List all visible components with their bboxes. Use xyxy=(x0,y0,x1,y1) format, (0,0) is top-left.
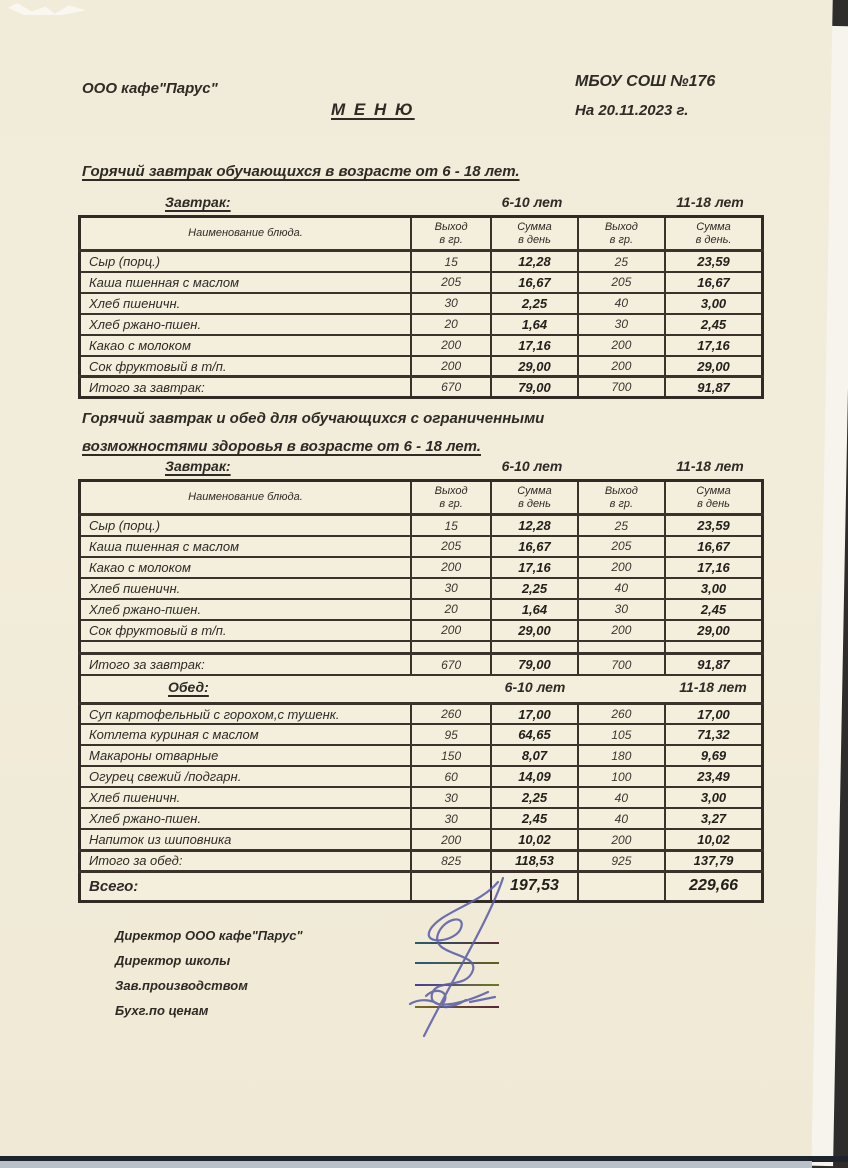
age-group-label: 6-10 лет xyxy=(501,194,563,210)
price-cell: 8,07 xyxy=(491,745,577,766)
table-row xyxy=(80,578,763,599)
price-cell: 29,00 xyxy=(491,620,577,641)
age-group-label: 11-18 лет xyxy=(679,678,747,695)
dish-name-cell: Хлеб пшеничн. xyxy=(80,293,411,314)
portion-cell: 15 xyxy=(411,251,491,272)
section2-heading-line1: Горячий завтрак и обед для обучающихся с ограниченными xyxy=(82,410,545,427)
portion-cell: 200 xyxy=(578,829,665,850)
portion-cell: 200 xyxy=(411,829,491,850)
table-row xyxy=(80,787,763,808)
portion-cell: 260 xyxy=(411,703,491,724)
price-cell: 14,09 xyxy=(491,766,577,787)
portion-cell: 40 xyxy=(578,808,665,829)
price-cell: 17,00 xyxy=(491,703,577,724)
price-cell: 3,00 xyxy=(665,293,762,314)
table-row xyxy=(80,703,763,724)
portion-cell: 925 xyxy=(578,850,665,871)
price-cell: 23,59 xyxy=(665,251,762,272)
table-row xyxy=(80,557,763,578)
portion-cell: 200 xyxy=(411,356,491,377)
portion-cell: 40 xyxy=(578,578,665,599)
portion-cell: 200 xyxy=(578,620,665,641)
dish-name-cell: Суп картофельный с горохом,с тушенк. xyxy=(80,703,411,724)
lunch-caption-cell xyxy=(80,675,763,704)
price-cell: 91,87 xyxy=(665,377,762,398)
portion-cell: 200 xyxy=(411,557,491,578)
price-cell: 197,53 xyxy=(491,871,577,901)
empty-cell xyxy=(665,641,762,654)
portion-cell: 100 xyxy=(578,766,665,787)
portion-cell: 200 xyxy=(578,557,665,578)
column-header-line: Выход xyxy=(604,485,638,497)
portion-cell: 95 xyxy=(411,724,491,745)
table-row xyxy=(80,293,763,314)
dish-name-cell: Котлета куриная с маслом xyxy=(80,724,411,745)
price-cell: 2,45 xyxy=(665,314,762,335)
empty-cell xyxy=(578,641,665,654)
document-date: На 20.11.2023 г. xyxy=(575,102,689,119)
price-cell: 16,67 xyxy=(491,536,577,557)
portion-cell: 60 xyxy=(411,766,491,787)
table-row xyxy=(80,724,763,745)
price-cell: 91,87 xyxy=(665,654,762,675)
price-cell: 3,27 xyxy=(665,808,762,829)
dish-name-cell: Сок фруктовый в т/п. xyxy=(80,356,411,377)
price-cell: 118,53 xyxy=(491,850,577,871)
portion-cell: 30 xyxy=(411,808,491,829)
portion-cell: 200 xyxy=(578,335,665,356)
portion-cell: 30 xyxy=(578,599,665,620)
portion-cell: 40 xyxy=(578,293,665,314)
price-cell: 16,67 xyxy=(665,272,762,293)
column-header-line: в гр. xyxy=(439,233,463,246)
price-cell: 10,02 xyxy=(665,829,762,850)
price-cell: 12,28 xyxy=(491,251,577,272)
price-cell: 2,25 xyxy=(491,578,577,599)
price-cell: 2,45 xyxy=(665,599,762,620)
dish-name-cell: Сок фруктовый в т/п. xyxy=(80,620,411,641)
total-label-cell: Итого за завтрак: xyxy=(80,377,411,398)
table-row xyxy=(80,599,763,620)
column-header-line: в день. xyxy=(695,233,732,246)
table-row xyxy=(80,808,763,829)
total-label-cell: Всего: xyxy=(80,871,411,901)
price-cell: 79,00 xyxy=(491,654,577,675)
organization-name: ООО кафе"Парус" xyxy=(82,80,218,97)
signatory-title: Директор школы xyxy=(115,953,231,968)
column-header-line: Выход xyxy=(434,485,468,497)
column-header: Наименование блюда. xyxy=(80,217,411,251)
table2-caption xyxy=(78,458,764,478)
portion-cell: 700 xyxy=(578,654,665,675)
price-cell: 79,00 xyxy=(491,377,577,398)
price-cell: 229,66 xyxy=(665,871,762,901)
dish-name-cell: Каша пшенная с маслом xyxy=(80,536,411,557)
portion-cell: 700 xyxy=(578,377,665,398)
column-header: Наименование блюда. xyxy=(80,481,411,515)
dish-name-cell: Хлеб ржано-пшен. xyxy=(80,808,411,829)
column-header-line: Сумма xyxy=(517,221,552,233)
portion-cell: 25 xyxy=(578,251,665,272)
price-cell: 16,67 xyxy=(491,272,577,293)
empty-cell xyxy=(491,641,577,654)
portion-cell: 105 xyxy=(578,724,665,745)
signatory-title: Зав.производством xyxy=(115,978,248,993)
portion-cell: 40 xyxy=(578,787,665,808)
dish-name-cell: Напиток из шиповника xyxy=(80,829,411,850)
column-header xyxy=(491,217,577,251)
dish-name-cell: Какао с молоком xyxy=(80,335,411,356)
total-row xyxy=(80,377,763,398)
empty-cell xyxy=(411,641,491,654)
price-cell: 29,00 xyxy=(665,620,762,641)
dish-name-cell: Хлеб пшеничн. xyxy=(80,787,411,808)
empty-row xyxy=(80,641,763,654)
dish-name-cell: Каша пшенная с маслом xyxy=(80,272,411,293)
price-cell: 17,16 xyxy=(665,557,762,578)
price-cell: 12,28 xyxy=(491,515,577,536)
table-row xyxy=(80,272,763,293)
portion-cell: 150 xyxy=(411,745,491,766)
dish-name-cell: Сыр (порц.) xyxy=(80,251,411,272)
column-header xyxy=(411,481,491,515)
price-cell: 29,00 xyxy=(491,356,577,377)
meal-label: Завтрак: xyxy=(165,458,231,474)
column-header-line: в день xyxy=(518,497,551,510)
table-row xyxy=(80,766,763,787)
column-header xyxy=(665,481,762,515)
table-row xyxy=(80,515,763,536)
price-cell: 1,64 xyxy=(491,314,577,335)
age-group-label: 11-18 лет xyxy=(676,458,744,474)
price-cell: 2,25 xyxy=(491,293,577,314)
table-header-row xyxy=(80,481,763,515)
column-header-line: в гр. xyxy=(439,497,463,510)
signatory-title: Директор ООО кафе"Парус" xyxy=(115,928,303,943)
table-row xyxy=(80,335,763,356)
dish-name-cell: Хлеб пшеничн. xyxy=(80,578,411,599)
table-row xyxy=(80,536,763,557)
price-cell: 3,00 xyxy=(665,787,762,808)
column-header-line: Сумма xyxy=(696,221,731,233)
portion-cell: 20 xyxy=(411,314,491,335)
dish-name-cell: Хлеб ржано-пшен. xyxy=(80,599,411,620)
dish-name-cell: Какао с молоком xyxy=(80,557,411,578)
column-header-line: в день xyxy=(697,497,730,510)
total-label-cell: Итого за завтрак: xyxy=(80,654,411,675)
column-header-line: в день xyxy=(518,233,551,246)
price-cell: 3,00 xyxy=(665,578,762,599)
age-group-label: 11-18 лет xyxy=(676,194,744,210)
school-name: МБОУ СОШ №176 xyxy=(575,73,716,90)
price-cell: 2,25 xyxy=(491,787,577,808)
price-cell: 17,16 xyxy=(491,557,577,578)
ovz-breakfast-lunch-table xyxy=(78,479,764,903)
signature-ink xyxy=(340,876,580,1046)
column-header-line: Сумма xyxy=(517,485,552,497)
portion-cell: 180 xyxy=(578,745,665,766)
age-group-label: 6-10 лет xyxy=(501,458,563,474)
portion-cell: 15 xyxy=(411,515,491,536)
price-cell: 23,59 xyxy=(665,515,762,536)
portion-cell: 670 xyxy=(411,377,491,398)
portion-cell: 205 xyxy=(411,536,491,557)
price-cell: 64,65 xyxy=(491,724,577,745)
dish-name-cell: Хлеб ржано-пшен. xyxy=(80,314,411,335)
dish-name-cell: Сыр (порц.) xyxy=(80,515,411,536)
table-row xyxy=(80,251,763,272)
total-row xyxy=(80,850,763,871)
table-header-row xyxy=(80,217,763,251)
portion-cell: 205 xyxy=(578,536,665,557)
portion-cell: 825 xyxy=(411,850,491,871)
paper-bottom-edge xyxy=(0,1161,812,1168)
column-header-line: в гр. xyxy=(609,497,634,510)
price-cell: 17,16 xyxy=(491,335,577,356)
table-row xyxy=(80,314,763,335)
portion-cell: 260 xyxy=(578,703,665,724)
table-row xyxy=(80,356,763,377)
price-cell: 2,45 xyxy=(491,808,577,829)
portion-cell: 200 xyxy=(411,335,491,356)
portion-cell: 670 xyxy=(411,654,491,675)
column-header xyxy=(411,217,491,251)
portion-cell: 205 xyxy=(578,272,665,293)
portion-cell: 200 xyxy=(578,356,665,377)
portion-cell: 200 xyxy=(411,620,491,641)
portion-cell: 20 xyxy=(411,599,491,620)
price-cell: 23,49 xyxy=(665,766,762,787)
price-cell: 29,00 xyxy=(665,356,762,377)
column-header-line: Сумма xyxy=(696,485,731,497)
meal-label: Обед: xyxy=(168,678,209,695)
column-header-line: Выход xyxy=(604,221,638,233)
table-row xyxy=(80,745,763,766)
portion-cell: 30 xyxy=(411,787,491,808)
column-header xyxy=(491,481,577,515)
lunch-caption-row xyxy=(80,675,763,704)
portion-cell: 30 xyxy=(578,314,665,335)
breakfast-table xyxy=(78,215,764,399)
column-header-line: Выход xyxy=(434,221,468,233)
empty-cell xyxy=(578,871,665,901)
price-cell: 71,32 xyxy=(665,724,762,745)
total-row xyxy=(80,654,763,675)
dish-name-cell: Макароны отварные xyxy=(80,745,411,766)
price-cell: 1,64 xyxy=(491,599,577,620)
portion-cell: 30 xyxy=(411,293,491,314)
column-header xyxy=(665,217,762,251)
portion-cell: 25 xyxy=(578,515,665,536)
price-cell: 10,02 xyxy=(491,829,577,850)
section2-heading-line2: возможностями здоровья в возрасте от 6 - 18 лет. xyxy=(82,438,481,455)
portion-cell: 205 xyxy=(411,272,491,293)
empty-cell xyxy=(80,641,411,654)
price-cell: 9,69 xyxy=(665,745,762,766)
portion-cell: 30 xyxy=(411,578,491,599)
table-row xyxy=(80,620,763,641)
price-cell: 17,00 xyxy=(665,703,762,724)
section1-heading: Горячий завтрак обучающихся в возрасте от 6 - 18 лет. xyxy=(82,163,520,180)
meal-label: Завтрак: xyxy=(165,194,231,210)
column-header-line: в гр. xyxy=(609,233,634,246)
age-group-label: 6-10 лет xyxy=(504,678,566,695)
document-title: М Е Н Ю xyxy=(331,100,415,119)
total-label-cell: Итого за обед: xyxy=(80,850,411,871)
price-cell: 17,16 xyxy=(665,335,762,356)
table1-caption xyxy=(78,194,764,214)
column-header xyxy=(578,217,665,251)
price-cell: 137,79 xyxy=(665,850,762,871)
signatory-title: Бухг.по ценам xyxy=(115,1003,209,1018)
price-cell: 16,67 xyxy=(665,536,762,557)
dish-name-cell: Огурец свежий /подгарн. xyxy=(80,766,411,787)
table-row xyxy=(80,829,763,850)
column-header xyxy=(578,481,665,515)
